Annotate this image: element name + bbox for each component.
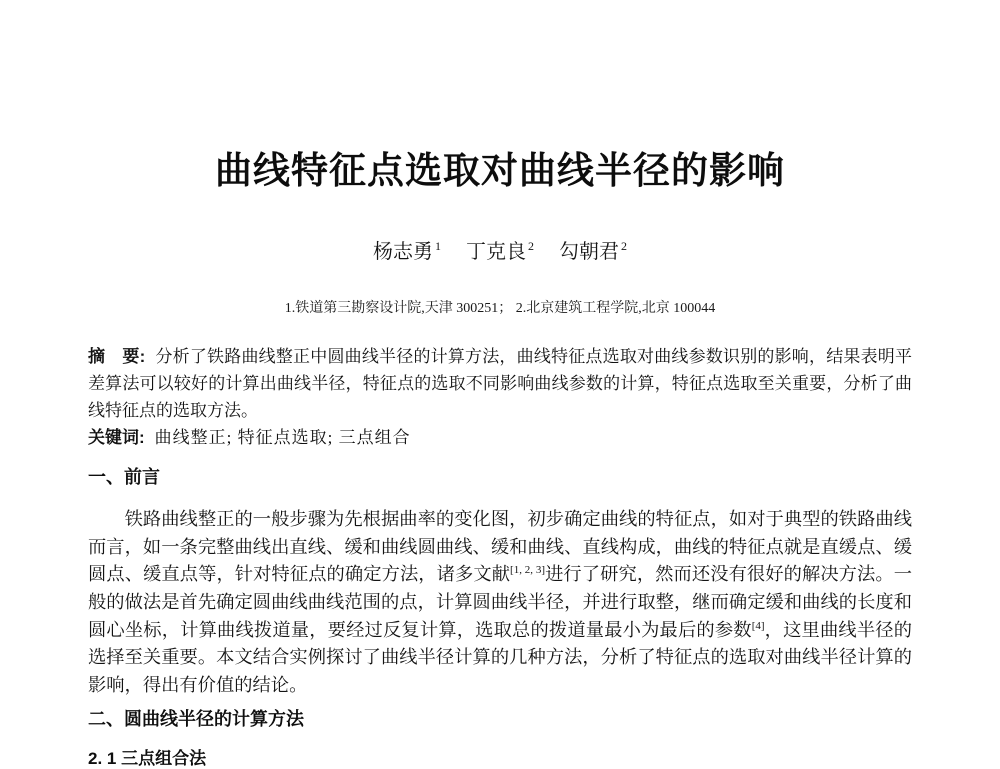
abstract-paragraph: [88, 343, 912, 424]
authors-line: [88, 235, 912, 264]
section-heading-1: 一、前言: [88, 466, 160, 487]
keywords-label: 关键词:: [88, 427, 145, 447]
keywords-text: 曲线整正; 特征点选取; 三点组合: [154, 427, 411, 447]
intro-text-part-3: ，这里曲线半径的选择至关重要。本文结合实例探讨了曲线半径计算的几种方法，分析了特征点的选取对曲线半径计算的影响，得出有价值的结论。: [88, 619, 913, 695]
keywords-paragraph: [88, 424, 912, 451]
paper-title: 曲线特征点选取对曲线半径的影响: [215, 150, 785, 191]
subsection-heading-2-1: 2. 1 三点组合法: [88, 748, 207, 768]
author-3-name: 勾朝君: [559, 240, 619, 263]
author-2-name: 丁克良: [466, 240, 526, 263]
citation-superscript-1: [1, 2, 3]: [510, 564, 546, 577]
abstract-text: 分析了铁路曲线整正中圆曲线半径的计算方法，曲线特征点选取对曲线参数识别的影响，结果表明平差算法可以较好的计算出曲线半径，特征点的选取不同影响曲线参数的计算，特征点选取至关重要，分析了曲线特征点的选取方法。: [88, 346, 912, 420]
citation-superscript-2: [4]: [751, 619, 765, 632]
author-3-superscript: 2: [621, 238, 627, 253]
author-1-superscript: 1: [435, 238, 441, 253]
abstract-label: 摘 要:: [88, 346, 146, 366]
author-1: [373, 238, 441, 263]
section-heading-2: 二、圆曲线半径的计算方法: [88, 709, 304, 730]
intro-text-part-2: 进行了研究，然而还没有很好的解决方法。一般的做法是首先确定圆曲线曲线范围的点，计算圆曲线半径，并进行取整，继而确定缓和曲线的长度和圆心坐标，计算曲线拨道量，要经过反复计算，选取总的拨道量最小为最后的参数: [88, 564, 913, 640]
author-2-superscript: 2: [528, 238, 534, 253]
intro-text-part-1: 铁路曲线整正的一般步骤为先根据曲率的变化图，初步确定曲线的特征点，如对于典型的铁路曲线而言，如一条完整曲线出直线、缓和曲线圆曲线、缓和曲线、直线构成，曲线的特征点就是直缓点、缓圆点、缓直点等，针对特征点的确定方法，诸多文献: [88, 509, 912, 585]
author-3: [559, 238, 627, 263]
affiliation-line: 1.铁道第三勘察设计院,天津 300251； 2.北京建筑工程学院,北京 100044: [284, 300, 716, 316]
author-2: [466, 238, 534, 263]
author-1-name: 杨志勇: [373, 240, 433, 263]
intro-paragraph: [88, 506, 912, 699]
